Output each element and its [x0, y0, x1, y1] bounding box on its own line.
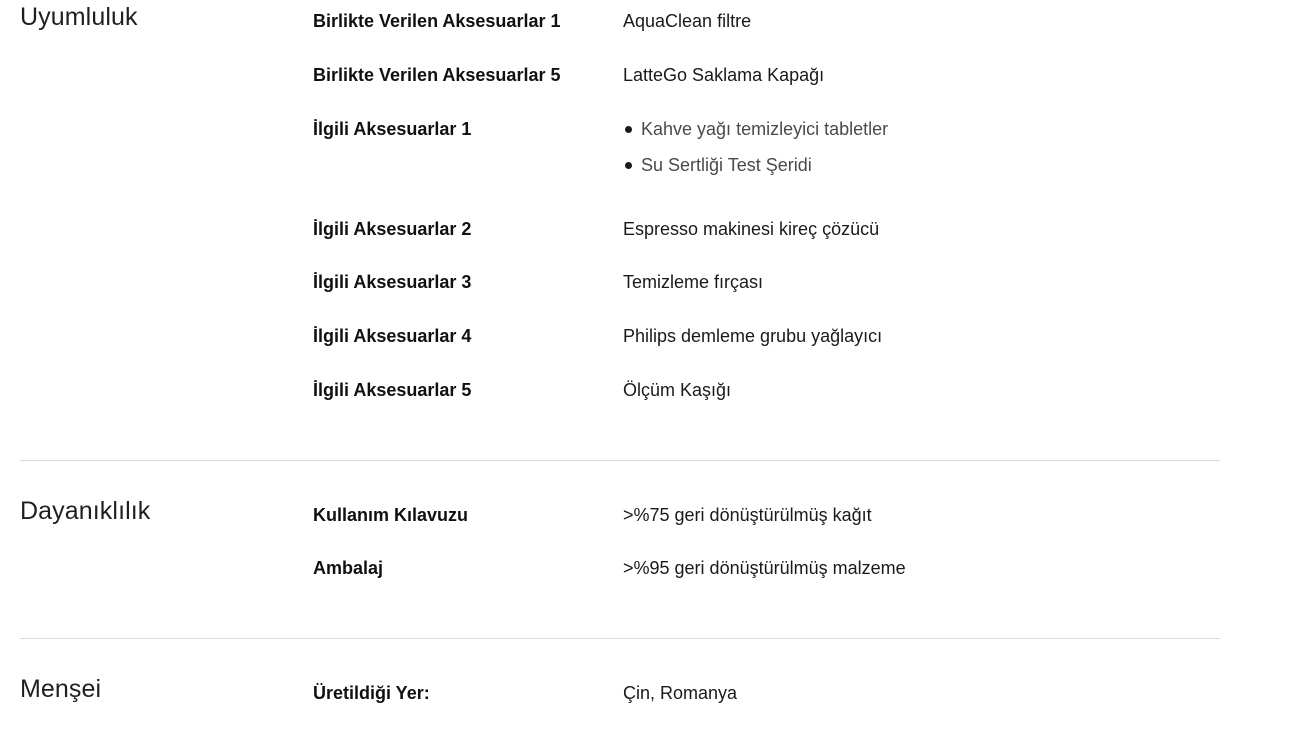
spec-label: Ambalaj — [313, 558, 384, 578]
section-title-dayaniklilik: Dayanıklılık — [20, 497, 151, 525]
spec-value: Çin, Romanya — [623, 683, 738, 703]
spec-value: AquaClean filtre — [623, 11, 752, 31]
spec-label: Birlikte Verilen Aksesuarlar 1 — [313, 11, 561, 31]
spec-label: Birlikte Verilen Aksesuarlar 5 — [313, 65, 561, 85]
spec-label: İlgili Aksesuarlar 5 — [313, 380, 472, 400]
section-divider — [20, 460, 1220, 461]
spec-label: Üretildiği Yer: — [313, 683, 430, 703]
spec-value: Philips demleme grubu yağlayıcı — [623, 326, 883, 346]
spec-label: Kullanım Kılavuzu — [313, 505, 469, 525]
list-item — [623, 118, 888, 154]
spec-value-list — [623, 118, 888, 190]
bullet-icon — [625, 162, 632, 169]
section-divider — [20, 638, 1220, 639]
spec-label: İlgili Aksesuarlar 2 — [313, 219, 472, 239]
section-title-mensei: Menşei — [20, 675, 102, 703]
spec-value: >%75 geri dönüştürülmüş kağıt — [623, 505, 872, 525]
spec-label: İlgili Aksesuarlar 3 — [313, 272, 472, 292]
list-item-text: Kahve yağı temizleyici tabletler — [641, 119, 889, 139]
spec-value: Ölçüm Kaşığı — [623, 380, 732, 400]
spec-label: İlgili Aksesuarlar 1 — [313, 119, 472, 139]
section-title-uyumluluk: Uyumluluk — [20, 3, 138, 31]
bullet-icon — [625, 126, 632, 133]
list-item — [623, 154, 888, 190]
list-item-text: Su Sertliği Test Şeridi — [641, 155, 812, 175]
spec-value: LatteGo Saklama Kapağı — [623, 65, 825, 85]
spec-value: >%95 geri dönüştürülmüş malzeme — [623, 558, 906, 578]
spec-label: İlgili Aksesuarlar 4 — [313, 326, 472, 346]
spec-value: Espresso makinesi kireç çözücü — [623, 219, 880, 239]
spec-value: Temizleme fırçası — [623, 272, 764, 292]
